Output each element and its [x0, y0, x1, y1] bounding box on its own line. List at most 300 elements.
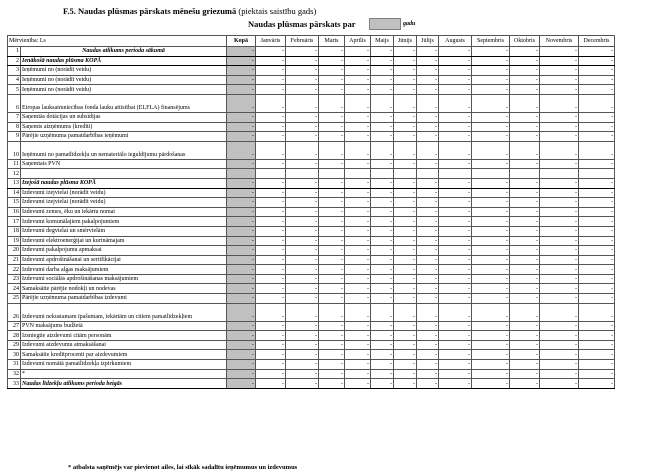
value-cell[interactable]: -: [472, 217, 510, 227]
value-cell[interactable]: -: [579, 236, 615, 246]
value-cell[interactable]: -: [319, 274, 345, 284]
value-cell[interactable]: -: [319, 141, 345, 159]
value-cell[interactable]: -: [345, 198, 371, 208]
value-cell[interactable]: -: [256, 265, 286, 275]
value-cell[interactable]: -: [510, 159, 540, 169]
value-cell[interactable]: -: [417, 294, 439, 304]
value-cell[interactable]: -: [417, 85, 439, 95]
value-cell[interactable]: -: [319, 236, 345, 246]
value-cell[interactable]: -: [417, 122, 439, 132]
value-cell[interactable]: -: [394, 47, 417, 57]
value-cell[interactable]: -: [319, 56, 345, 66]
value-cell[interactable]: -: [439, 350, 472, 360]
value-cell[interactable]: -: [579, 132, 615, 142]
value-cell[interactable]: -: [540, 47, 579, 57]
value-cell[interactable]: -: [319, 94, 345, 112]
value-cell[interactable]: -: [345, 360, 371, 370]
value-cell[interactable]: -: [319, 379, 345, 389]
value-cell[interactable]: -: [394, 217, 417, 227]
value-cell[interactable]: -: [472, 331, 510, 341]
value-cell[interactable]: -: [472, 265, 510, 275]
value-cell[interactable]: -: [286, 255, 319, 265]
value-cell[interactable]: -: [540, 122, 579, 132]
value-cell[interactable]: -: [472, 321, 510, 331]
value-cell[interactable]: -: [394, 178, 417, 188]
value-cell[interactable]: -: [286, 159, 319, 169]
value-cell[interactable]: -: [540, 112, 579, 122]
value-cell[interactable]: -: [286, 340, 319, 350]
value-cell[interactable]: -: [510, 66, 540, 76]
value-cell[interactable]: -: [579, 75, 615, 85]
value-cell[interactable]: -: [417, 350, 439, 360]
value-cell[interactable]: -: [394, 85, 417, 95]
value-cell[interactable]: -: [319, 122, 345, 132]
value-cell[interactable]: [510, 169, 540, 179]
value-cell[interactable]: -: [417, 217, 439, 227]
value-cell[interactable]: -: [286, 47, 319, 57]
value-cell[interactable]: -: [540, 284, 579, 294]
value-cell[interactable]: [417, 169, 439, 179]
value-cell[interactable]: -: [579, 141, 615, 159]
value-cell[interactable]: -: [286, 226, 319, 236]
value-cell[interactable]: -: [319, 360, 345, 370]
value-cell[interactable]: -: [256, 255, 286, 265]
value-cell[interactable]: -: [394, 122, 417, 132]
value-cell[interactable]: -: [579, 56, 615, 66]
value-cell[interactable]: -: [394, 159, 417, 169]
value-cell[interactable]: -: [510, 379, 540, 389]
value-cell[interactable]: -: [394, 75, 417, 85]
value-cell[interactable]: -: [345, 379, 371, 389]
value-cell[interactable]: -: [286, 178, 319, 188]
value-cell[interactable]: -: [417, 132, 439, 142]
value-cell[interactable]: -: [394, 294, 417, 304]
value-cell[interactable]: -: [319, 369, 345, 379]
value-cell[interactable]: -: [472, 369, 510, 379]
value-cell[interactable]: -: [439, 178, 472, 188]
value-cell[interactable]: [345, 169, 371, 179]
value-cell[interactable]: -: [472, 303, 510, 321]
value-cell[interactable]: -: [540, 265, 579, 275]
value-cell[interactable]: -: [510, 85, 540, 95]
value-cell[interactable]: -: [417, 226, 439, 236]
value-cell[interactable]: -: [256, 207, 286, 217]
value-cell[interactable]: -: [417, 56, 439, 66]
value-cell[interactable]: -: [540, 369, 579, 379]
value-cell[interactable]: -: [417, 207, 439, 217]
value-cell[interactable]: -: [579, 122, 615, 132]
value-cell[interactable]: -: [394, 66, 417, 76]
value-cell[interactable]: -: [540, 56, 579, 66]
value-cell[interactable]: -: [472, 236, 510, 246]
value-cell[interactable]: -: [286, 56, 319, 66]
value-cell[interactable]: -: [371, 94, 394, 112]
value-cell[interactable]: -: [540, 236, 579, 246]
value-cell[interactable]: -: [510, 284, 540, 294]
value-cell[interactable]: [319, 169, 345, 179]
value-cell[interactable]: -: [540, 340, 579, 350]
value-cell[interactable]: [286, 169, 319, 179]
value-cell[interactable]: -: [256, 132, 286, 142]
value-cell[interactable]: -: [510, 141, 540, 159]
value-cell[interactable]: -: [439, 217, 472, 227]
value-cell[interactable]: -: [286, 75, 319, 85]
value-cell[interactable]: -: [540, 75, 579, 85]
value-cell[interactable]: -: [510, 178, 540, 188]
value-cell[interactable]: -: [319, 47, 345, 57]
value-cell[interactable]: -: [540, 226, 579, 236]
value-cell[interactable]: -: [417, 321, 439, 331]
value-cell[interactable]: -: [510, 303, 540, 321]
value-cell[interactable]: -: [510, 56, 540, 66]
value-cell[interactable]: -: [371, 122, 394, 132]
value-cell[interactable]: -: [540, 188, 579, 198]
value-cell[interactable]: -: [345, 274, 371, 284]
value-cell[interactable]: -: [510, 236, 540, 246]
value-cell[interactable]: -: [286, 369, 319, 379]
value-cell[interactable]: -: [256, 75, 286, 85]
value-cell[interactable]: -: [319, 255, 345, 265]
value-cell[interactable]: -: [417, 47, 439, 57]
value-cell[interactable]: -: [540, 198, 579, 208]
value-cell[interactable]: -: [319, 284, 345, 294]
value-cell[interactable]: -: [394, 141, 417, 159]
value-cell[interactable]: -: [371, 56, 394, 66]
value-cell[interactable]: -: [394, 94, 417, 112]
value-cell[interactable]: -: [472, 85, 510, 95]
value-cell[interactable]: -: [579, 284, 615, 294]
value-cell[interactable]: -: [345, 141, 371, 159]
value-cell[interactable]: -: [256, 274, 286, 284]
value-cell[interactable]: -: [439, 236, 472, 246]
value-cell[interactable]: -: [439, 198, 472, 208]
value-cell[interactable]: -: [472, 56, 510, 66]
value-cell[interactable]: [439, 169, 472, 179]
value-cell[interactable]: -: [472, 66, 510, 76]
value-cell[interactable]: -: [256, 47, 286, 57]
value-cell[interactable]: -: [345, 112, 371, 122]
value-cell[interactable]: -: [394, 246, 417, 256]
value-cell[interactable]: -: [472, 340, 510, 350]
value-cell[interactable]: -: [256, 178, 286, 188]
value-cell[interactable]: -: [472, 255, 510, 265]
value-cell[interactable]: -: [319, 75, 345, 85]
value-cell[interactable]: -: [510, 226, 540, 236]
value-cell[interactable]: -: [394, 265, 417, 275]
value-cell[interactable]: -: [256, 66, 286, 76]
value-cell[interactable]: [256, 169, 286, 179]
value-cell[interactable]: -: [510, 188, 540, 198]
value-cell[interactable]: -: [540, 159, 579, 169]
value-cell[interactable]: -: [540, 274, 579, 284]
value-cell[interactable]: -: [345, 178, 371, 188]
value-cell[interactable]: -: [345, 246, 371, 256]
value-cell[interactable]: -: [510, 255, 540, 265]
value-cell[interactable]: -: [371, 178, 394, 188]
value-cell[interactable]: -: [579, 66, 615, 76]
value-cell[interactable]: [540, 169, 579, 179]
value-cell[interactable]: -: [472, 47, 510, 57]
value-cell[interactable]: -: [286, 217, 319, 227]
value-cell[interactable]: -: [371, 112, 394, 122]
value-cell[interactable]: -: [510, 207, 540, 217]
value-cell[interactable]: -: [439, 56, 472, 66]
value-cell[interactable]: -: [319, 112, 345, 122]
value-cell[interactable]: -: [417, 379, 439, 389]
value-cell[interactable]: -: [540, 246, 579, 256]
value-cell[interactable]: -: [540, 207, 579, 217]
value-cell[interactable]: -: [417, 255, 439, 265]
value-cell[interactable]: -: [371, 226, 394, 236]
value-cell[interactable]: -: [540, 350, 579, 360]
value-cell[interactable]: -: [579, 274, 615, 284]
value-cell[interactable]: -: [579, 47, 615, 57]
value-cell[interactable]: -: [371, 75, 394, 85]
value-cell[interactable]: -: [371, 255, 394, 265]
value-cell[interactable]: -: [371, 132, 394, 142]
value-cell[interactable]: -: [579, 112, 615, 122]
value-cell[interactable]: -: [540, 85, 579, 95]
value-cell[interactable]: -: [510, 217, 540, 227]
value-cell[interactable]: -: [256, 217, 286, 227]
value-cell[interactable]: -: [256, 159, 286, 169]
value-cell[interactable]: -: [286, 132, 319, 142]
value-cell[interactable]: -: [319, 132, 345, 142]
value-cell[interactable]: -: [579, 188, 615, 198]
value-cell[interactable]: -: [540, 132, 579, 142]
value-cell[interactable]: -: [579, 217, 615, 227]
value-cell[interactable]: -: [579, 207, 615, 217]
value-cell[interactable]: -: [394, 112, 417, 122]
value-cell[interactable]: -: [417, 198, 439, 208]
value-cell[interactable]: -: [394, 284, 417, 294]
value-cell[interactable]: -: [579, 360, 615, 370]
value-cell[interactable]: -: [371, 236, 394, 246]
value-cell[interactable]: -: [319, 207, 345, 217]
value-cell[interactable]: -: [439, 265, 472, 275]
value-cell[interactable]: -: [286, 294, 319, 304]
value-cell[interactable]: -: [417, 141, 439, 159]
value-cell[interactable]: -: [286, 379, 319, 389]
value-cell[interactable]: -: [510, 321, 540, 331]
value-cell[interactable]: -: [319, 66, 345, 76]
value-cell[interactable]: -: [286, 85, 319, 95]
value-cell[interactable]: -: [319, 188, 345, 198]
value-cell[interactable]: -: [540, 94, 579, 112]
value-cell[interactable]: -: [417, 236, 439, 246]
value-cell[interactable]: -: [345, 56, 371, 66]
value-cell[interactable]: -: [579, 246, 615, 256]
value-cell[interactable]: -: [579, 340, 615, 350]
value-cell[interactable]: -: [371, 360, 394, 370]
value-cell[interactable]: -: [394, 360, 417, 370]
value-cell[interactable]: -: [579, 255, 615, 265]
value-cell[interactable]: -: [472, 274, 510, 284]
value-cell[interactable]: -: [371, 47, 394, 57]
value-cell[interactable]: -: [439, 294, 472, 304]
value-cell[interactable]: -: [394, 369, 417, 379]
value-cell[interactable]: -: [286, 141, 319, 159]
value-cell[interactable]: -: [439, 132, 472, 142]
value-cell[interactable]: -: [439, 47, 472, 57]
value-cell[interactable]: -: [439, 122, 472, 132]
value-cell[interactable]: -: [439, 207, 472, 217]
value-cell[interactable]: -: [510, 369, 540, 379]
value-cell[interactable]: -: [345, 132, 371, 142]
value-cell[interactable]: -: [510, 198, 540, 208]
value-cell[interactable]: -: [510, 132, 540, 142]
value-cell[interactable]: -: [371, 340, 394, 350]
value-cell[interactable]: -: [371, 265, 394, 275]
value-cell[interactable]: -: [510, 112, 540, 122]
value-cell[interactable]: -: [256, 350, 286, 360]
value-cell[interactable]: -: [371, 66, 394, 76]
value-cell[interactable]: -: [472, 360, 510, 370]
value-cell[interactable]: -: [579, 321, 615, 331]
value-cell[interactable]: -: [472, 207, 510, 217]
value-cell[interactable]: -: [371, 369, 394, 379]
value-cell[interactable]: -: [345, 122, 371, 132]
value-cell[interactable]: -: [256, 226, 286, 236]
value-cell[interactable]: -: [371, 188, 394, 198]
value-cell[interactable]: -: [417, 66, 439, 76]
value-cell[interactable]: -: [579, 350, 615, 360]
value-cell[interactable]: -: [439, 94, 472, 112]
value-cell[interactable]: -: [256, 141, 286, 159]
value-cell[interactable]: -: [472, 159, 510, 169]
value-cell[interactable]: -: [371, 198, 394, 208]
value-cell[interactable]: -: [319, 217, 345, 227]
value-cell[interactable]: -: [256, 188, 286, 198]
value-cell[interactable]: -: [540, 217, 579, 227]
value-cell[interactable]: -: [472, 379, 510, 389]
year-input[interactable]: [369, 18, 401, 30]
value-cell[interactable]: -: [510, 246, 540, 256]
value-cell[interactable]: -: [439, 141, 472, 159]
value-cell[interactable]: -: [439, 331, 472, 341]
value-cell[interactable]: -: [371, 141, 394, 159]
value-cell[interactable]: -: [256, 56, 286, 66]
value-cell[interactable]: -: [439, 66, 472, 76]
value-cell[interactable]: -: [371, 217, 394, 227]
value-cell[interactable]: -: [319, 85, 345, 95]
value-cell[interactable]: -: [319, 226, 345, 236]
value-cell[interactable]: -: [439, 274, 472, 284]
value-cell[interactable]: -: [540, 360, 579, 370]
value-cell[interactable]: -: [319, 350, 345, 360]
value-cell[interactable]: -: [345, 321, 371, 331]
value-cell[interactable]: -: [439, 321, 472, 331]
value-cell[interactable]: -: [345, 265, 371, 275]
value-cell[interactable]: -: [286, 360, 319, 370]
value-cell[interactable]: -: [256, 360, 286, 370]
value-cell[interactable]: -: [417, 178, 439, 188]
value-cell[interactable]: -: [472, 122, 510, 132]
value-cell[interactable]: -: [256, 303, 286, 321]
value-cell[interactable]: -: [417, 274, 439, 284]
value-cell[interactable]: -: [510, 122, 540, 132]
value-cell[interactable]: -: [371, 303, 394, 321]
value-cell[interactable]: -: [371, 294, 394, 304]
value-cell[interactable]: -: [579, 303, 615, 321]
value-cell[interactable]: -: [510, 75, 540, 85]
value-cell[interactable]: -: [439, 226, 472, 236]
value-cell[interactable]: -: [417, 360, 439, 370]
value-cell[interactable]: -: [417, 340, 439, 350]
value-cell[interactable]: -: [286, 112, 319, 122]
value-cell[interactable]: -: [439, 340, 472, 350]
value-cell[interactable]: -: [345, 47, 371, 57]
value-cell[interactable]: -: [345, 217, 371, 227]
value-cell[interactable]: -: [286, 274, 319, 284]
value-cell[interactable]: -: [345, 85, 371, 95]
value-cell[interactable]: -: [472, 75, 510, 85]
value-cell[interactable]: -: [345, 303, 371, 321]
value-cell[interactable]: -: [319, 246, 345, 256]
value-cell[interactable]: -: [394, 379, 417, 389]
value-cell[interactable]: -: [394, 255, 417, 265]
value-cell[interactable]: -: [579, 331, 615, 341]
value-cell[interactable]: -: [540, 178, 579, 188]
value-cell[interactable]: -: [417, 265, 439, 275]
value-cell[interactable]: -: [319, 159, 345, 169]
value-cell[interactable]: -: [371, 284, 394, 294]
value-cell[interactable]: -: [345, 236, 371, 246]
value-cell[interactable]: -: [286, 66, 319, 76]
value-cell[interactable]: -: [394, 226, 417, 236]
value-cell[interactable]: [394, 169, 417, 179]
value-cell[interactable]: -: [510, 47, 540, 57]
value-cell[interactable]: -: [540, 331, 579, 341]
value-cell[interactable]: -: [510, 360, 540, 370]
value-cell[interactable]: -: [371, 350, 394, 360]
value-cell[interactable]: -: [371, 85, 394, 95]
value-cell[interactable]: -: [394, 321, 417, 331]
value-cell[interactable]: -: [540, 255, 579, 265]
value-cell[interactable]: -: [256, 340, 286, 350]
value-cell[interactable]: -: [394, 198, 417, 208]
value-cell[interactable]: -: [256, 85, 286, 95]
value-cell[interactable]: -: [256, 321, 286, 331]
value-cell[interactable]: -: [394, 207, 417, 217]
value-cell[interactable]: -: [510, 265, 540, 275]
value-cell[interactable]: -: [286, 246, 319, 256]
value-cell[interactable]: -: [472, 178, 510, 188]
value-cell[interactable]: -: [286, 122, 319, 132]
value-cell[interactable]: -: [579, 265, 615, 275]
value-cell[interactable]: -: [540, 379, 579, 389]
value-cell[interactable]: -: [439, 360, 472, 370]
value-cell[interactable]: -: [472, 112, 510, 122]
value-cell[interactable]: -: [345, 369, 371, 379]
value-cell[interactable]: -: [345, 94, 371, 112]
value-cell[interactable]: -: [579, 226, 615, 236]
value-cell[interactable]: -: [256, 246, 286, 256]
value-cell[interactable]: -: [345, 207, 371, 217]
value-cell[interactable]: -: [319, 178, 345, 188]
value-cell[interactable]: -: [579, 178, 615, 188]
value-cell[interactable]: -: [439, 246, 472, 256]
value-cell[interactable]: -: [394, 188, 417, 198]
value-cell[interactable]: -: [286, 198, 319, 208]
value-cell[interactable]: -: [472, 284, 510, 294]
value-cell[interactable]: -: [394, 350, 417, 360]
value-cell[interactable]: -: [286, 303, 319, 321]
value-cell[interactable]: -: [540, 141, 579, 159]
value-cell[interactable]: -: [439, 379, 472, 389]
value-cell[interactable]: -: [394, 274, 417, 284]
value-cell[interactable]: -: [439, 369, 472, 379]
